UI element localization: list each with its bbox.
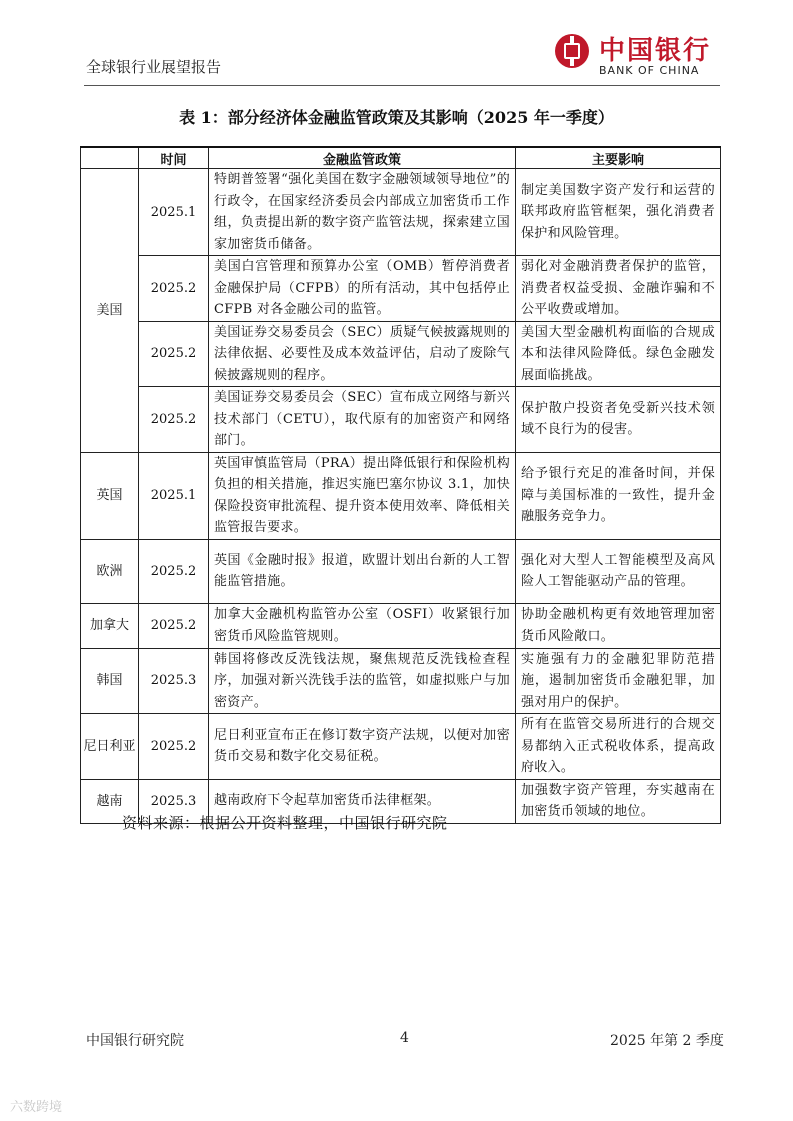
footer-period: 2025 年第 2 季度	[610, 1033, 724, 1049]
time-cell: 2025.2	[139, 321, 209, 387]
logo-chinese-name: 中国银行	[599, 36, 712, 66]
economy-cell: 英国	[81, 452, 139, 539]
policy-cell: 英国审慎监管局（PRA）提出降低银行和保险机构负担的相关措施，推迟实施巴塞尔协议 3.1，加快保险投资审批流程、提升资本使用效率、降低相关监管报告要求。	[209, 452, 516, 539]
policy-cell: 特朗普签署“强化美国在数字金融领域领导地位”的行政令，在国家经济委员会内部成立加密货币工作组，负责提出新的数字资产监管法规，探索建立国家加密货币储备。	[209, 169, 516, 256]
table-row	[81, 387, 721, 453]
table-row	[81, 256, 721, 322]
impact-cell: 协助金融机构更有效地管理加密货币风险敞口。	[516, 603, 721, 648]
time-cell: 2025.3	[139, 648, 209, 714]
impact-cell: 强化对大型人工智能模型及高风险人工智能驱动产品的管理。	[516, 539, 721, 603]
economy-cell: 欧洲	[81, 539, 139, 603]
table-row	[81, 648, 721, 714]
impact-cell: 实施强有力的金融犯罪防范措施，遏制加密货币金融犯罪，加强对用户的保护。	[516, 648, 721, 714]
time-cell: 2025.3	[139, 779, 209, 823]
policy-cell: 韩国将修改反洗钱法规，聚焦规范反洗钱检查程序，加强对新兴洗钱手法的监管，如虚拟账户与加密资产。	[209, 648, 516, 714]
policy-cell: 美国证券交易委员会（SEC）宣布成立网络与新兴技术部门（CETU），取代原有的加密资产和网络部门。	[209, 387, 516, 453]
impact-cell: 弱化对金融消费者保护的监管，消费者权益受损、金融诈骗和不公平收费或增加。	[516, 256, 721, 322]
time-cell: 2025.2	[139, 603, 209, 648]
economy-cell: 美国	[81, 169, 139, 453]
table-title: 表 1：部分经济体金融监管政策及其影响（2025 年一季度）	[179, 108, 614, 127]
footer-organization: 中国银行研究院	[86, 1033, 184, 1049]
table-row	[81, 452, 721, 539]
header-impact: 主要影响	[516, 147, 721, 169]
time-cell: 2025.2	[139, 539, 209, 603]
economy-cell: 韩国	[81, 648, 139, 714]
header-economy	[81, 147, 139, 169]
impact-cell: 美国大型金融机构面临的合规成本和法律风险降低。绿色金融发展面临挑战。	[516, 321, 721, 387]
policy-cell: 英国《金融时报》报道，欧盟计划出台新的人工智能监管措施。	[209, 539, 516, 603]
impact-cell: 制定美国数字资产发行和运营的联邦政府监管框架，强化消费者保护和风险管理。	[516, 169, 721, 256]
economy-cell: 尼日利亚	[81, 714, 139, 780]
table-header-row	[81, 147, 721, 169]
time-cell: 2025.1	[139, 452, 209, 539]
policy-cell: 尼日利亚宣布正在修订数字资产法规，以便对加密货币交易和数字化交易征税。	[209, 714, 516, 780]
bank-logo	[555, 30, 721, 82]
report-header-title: 全球银行业展望报告	[86, 58, 222, 76]
policy-table	[80, 146, 721, 824]
header-time: 时间	[139, 147, 209, 169]
policy-cell: 美国证券交易委员会（SEC）质疑气候披露规则的法律依据、必要性及成本效益评估，启动了废除气候披露规则的程序。	[209, 321, 516, 387]
policy-cell: 美国白宫管理和预算办公室（OMB）暂停消费者金融保护局（CFPB）的所有活动，其中包括停止 CFPB 对各金融公司的监管。	[209, 256, 516, 322]
table-row	[81, 169, 721, 256]
economy-cell: 越南	[81, 779, 139, 823]
table-row	[81, 714, 721, 780]
policy-cell: 加拿大金融机构监管办公室（OSFI）收紧银行加密货币风险监管规则。	[209, 603, 516, 648]
table-row	[81, 539, 721, 603]
impact-cell: 所有在监管交易所进行的合规交易都纳入正式税收体系，提高政府收入。	[516, 714, 721, 780]
table-row	[81, 603, 721, 648]
header-policy: 金融监管政策	[209, 147, 516, 169]
table-row	[81, 321, 721, 387]
page-number: 4	[400, 1030, 409, 1046]
time-cell: 2025.2	[139, 256, 209, 322]
data-source-note: 资料来源：根据公开资料整理，中国银行研究院	[122, 814, 448, 832]
time-cell: 2025.2	[139, 387, 209, 453]
time-cell: 2025.1	[139, 169, 209, 256]
policy-cell: 越南政府下令起草加密货币法律框架。	[209, 779, 516, 823]
watermark: 六数跨境	[10, 1100, 63, 1115]
impact-cell: 给予银行充足的准备时间，并保障与美国标准的一致性，提升金融服务竞争力。	[516, 452, 721, 539]
header-divider	[84, 85, 720, 86]
bank-of-china-logo-icon	[555, 34, 589, 68]
impact-cell: 保护散户投资者免受新兴技术领域不良行为的侵害。	[516, 387, 721, 453]
logo-english-name: BANK OF CHINA	[599, 64, 700, 77]
impact-cell: 加强数字资产管理，夯实越南在加密货币领域的地位。	[516, 779, 721, 823]
time-cell: 2025.2	[139, 714, 209, 780]
economy-cell: 加拿大	[81, 603, 139, 648]
